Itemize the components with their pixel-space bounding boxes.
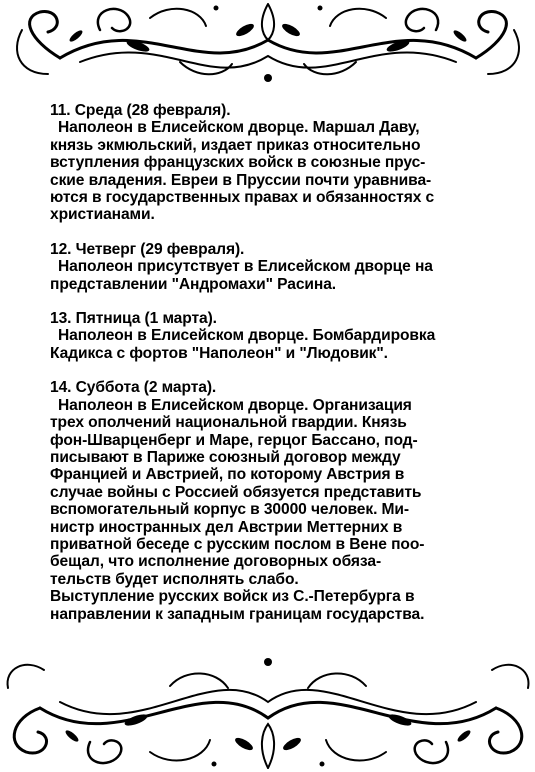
entry-heading: 14. Суббота (2 марта). xyxy=(50,379,217,397)
text-line: Наполеон в Елисейском дворце. Маршал Даву, xyxy=(58,119,420,137)
text-line: князь экмюльский, издает приказ относительно xyxy=(50,136,421,154)
entry-heading: 12. Четверг (29 февраля). xyxy=(50,240,245,258)
entry-13 xyxy=(50,310,528,362)
text-line: писывают в Париже союзный договор между xyxy=(50,448,401,466)
text-line: нистр иностранных дел Австрии Меттерних в xyxy=(50,518,403,536)
text-line: Наполеон присутствует в Елисейском дворце на xyxy=(58,258,433,276)
text-line: Наполеон в Елисейском дворце. Организация xyxy=(58,396,412,414)
text-line: ются в государственных правах и обязанностях с xyxy=(50,189,435,207)
text-line: ские владения. Евреи в Пруссии почти уравнива- xyxy=(50,171,432,189)
entry-body xyxy=(50,119,528,223)
text-line: вступления французских войск в союзные прус- xyxy=(50,154,426,172)
text-line: Францией и Австрией, по которому Австрия в xyxy=(50,466,405,484)
text-line: представлении "Андромахи" Расина. xyxy=(50,275,337,293)
entry-body xyxy=(50,327,528,362)
text-line: Наполеон в Елисейском дворце. Бомбардировка xyxy=(58,327,436,345)
entry-12 xyxy=(50,241,528,293)
text-line: случае войны с Россией обязуется представить xyxy=(50,483,422,501)
bottom-floral-ornament-icon xyxy=(0,648,535,772)
text-line: Кадикса с фортов "Наполеон" и "Людовик". xyxy=(50,344,388,362)
chronicle-text xyxy=(50,102,528,640)
top-floral-ornament-icon xyxy=(0,0,535,92)
text-line: Выступление русских войск из С.-Петербурга в xyxy=(50,588,415,606)
text-line: фон-Шварценберг и Маре, герцог Бассано, под- xyxy=(50,431,418,449)
entry-heading: 11. Среда (28 февраля). xyxy=(50,102,231,119)
text-line: тельств будет исполнять слабо. xyxy=(50,570,299,588)
entry-14 xyxy=(50,379,528,623)
entry-heading: 13. Пятница (1 марта). xyxy=(50,310,217,328)
text-line: вспомогательный корпус в 30000 человек. Ми- xyxy=(50,501,410,519)
entry-body xyxy=(50,397,528,623)
text-line: бещал, что исполнение договорных обяза- xyxy=(50,553,382,571)
text-line: трех ополчений национальной гвардии. Князь xyxy=(50,414,407,432)
text-line: христианами. xyxy=(50,206,155,224)
text-line: приватной беседе с русским послом в Вене поо- xyxy=(50,535,425,553)
entry-11 xyxy=(50,102,528,224)
text-line: направлении к западным границам государства. xyxy=(50,605,425,623)
entry-body xyxy=(50,258,528,293)
